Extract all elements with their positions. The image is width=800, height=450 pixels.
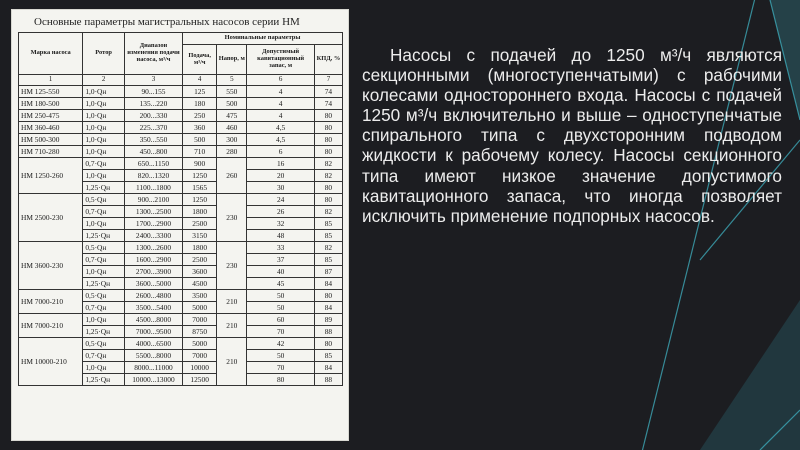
cell-range: 1100...1800	[124, 182, 182, 194]
cell-rotor: 1,25·Qн	[83, 278, 125, 290]
cell-eff: 82	[314, 158, 342, 170]
cell-npsh: 20	[247, 170, 314, 182]
cell-npsh: 6	[247, 146, 314, 158]
cell-flow: 10000	[183, 362, 217, 374]
cell-mark: НМ 1250-260	[19, 158, 83, 194]
cell-range: 1300...2500	[124, 206, 182, 218]
cell-rotor: 0,7·Qн	[83, 158, 125, 170]
cell-eff: 88	[314, 374, 342, 386]
cell-rotor: 1,0·Qн	[83, 122, 125, 134]
header-flow: Подача, м³/ч	[183, 45, 217, 75]
cell-eff: 82	[314, 170, 342, 182]
cell-eff: 80	[314, 122, 342, 134]
cell-eff: 88	[314, 326, 342, 338]
table-title: Основные параметры магистральных насосов серии НМ	[34, 16, 300, 28]
cell-rotor: 1,0·Qн	[83, 218, 125, 230]
cell-rotor: 0,7·Qн	[83, 254, 125, 266]
cell-flow: 5000	[183, 338, 217, 350]
cell-flow: 3150	[183, 230, 217, 242]
column-number: 2	[83, 75, 125, 86]
cell-npsh: 70	[247, 326, 314, 338]
cell-eff: 80	[314, 146, 342, 158]
header-eff: КПД, %	[314, 45, 342, 75]
cell-flow: 2500	[183, 218, 217, 230]
cell-range: 8000...11000	[124, 362, 182, 374]
header-range: Диапазон изменения подачи насоса, м³/ч	[124, 33, 182, 75]
cell-eff: 85	[314, 230, 342, 242]
cell-range: 350...550	[124, 134, 182, 146]
cell-mark: НМ 2500-230	[19, 194, 83, 242]
cell-range: 900...2100	[124, 194, 182, 206]
table-row	[19, 290, 343, 302]
cell-range: 450...800	[124, 146, 182, 158]
cell-head: 550	[217, 86, 247, 98]
cell-npsh: 50	[247, 290, 314, 302]
cell-eff: 80	[314, 338, 342, 350]
cell-range: 225...370	[124, 122, 182, 134]
cell-rotor: 1,0·Qн	[83, 86, 125, 98]
table-row	[19, 122, 343, 134]
header-npsh: Допустимый кавитационный запас, м	[247, 45, 314, 75]
column-number: 1	[19, 75, 83, 86]
cell-npsh: 32	[247, 218, 314, 230]
pump-parameters-table	[18, 32, 343, 386]
cell-head: 300	[217, 134, 247, 146]
cell-eff: 74	[314, 86, 342, 98]
cell-flow: 12500	[183, 374, 217, 386]
cell-mark: НМ 500-300	[19, 134, 83, 146]
cell-npsh: 40	[247, 266, 314, 278]
cell-eff: 74	[314, 98, 342, 110]
cell-eff: 82	[314, 206, 342, 218]
cell-range: 1300...2600	[124, 242, 182, 254]
cell-npsh: 48	[247, 230, 314, 242]
cell-flow: 4500	[183, 278, 217, 290]
cell-head: 210	[217, 314, 247, 338]
cell-head: 500	[217, 98, 247, 110]
cell-npsh: 60	[247, 314, 314, 326]
cell-npsh: 24	[247, 194, 314, 206]
cell-eff: 82	[314, 242, 342, 254]
cell-rotor: 0,5·Qн	[83, 290, 125, 302]
cell-npsh: 4,5	[247, 122, 314, 134]
cell-rotor: 0,7·Qн	[83, 302, 125, 314]
cell-npsh: 50	[247, 350, 314, 362]
cell-npsh: 50	[247, 302, 314, 314]
cell-rotor: 1,0·Qн	[83, 98, 125, 110]
cell-eff: 84	[314, 278, 342, 290]
cell-flow: 3500	[183, 290, 217, 302]
cell-mark: НМ 360-460	[19, 122, 83, 134]
cell-flow: 1250	[183, 170, 217, 182]
cell-range: 135...220	[124, 98, 182, 110]
cell-head: 230	[217, 194, 247, 242]
cell-range: 820...1320	[124, 170, 182, 182]
cell-head: 210	[217, 338, 247, 386]
cell-npsh: 45	[247, 278, 314, 290]
cell-mark: НМ 7000-210	[19, 290, 83, 314]
cell-range: 7000...9500	[124, 326, 182, 338]
cell-range: 1600...2900	[124, 254, 182, 266]
cell-head: 230	[217, 242, 247, 290]
cell-flow: 500	[183, 134, 217, 146]
cell-npsh: 4	[247, 110, 314, 122]
table-panel	[12, 10, 348, 440]
cell-rotor: 1,25·Qн	[83, 182, 125, 194]
cell-npsh: 33	[247, 242, 314, 254]
table-row	[19, 86, 343, 98]
cell-mark: НМ 7000-210	[19, 314, 83, 338]
cell-range: 2700...3900	[124, 266, 182, 278]
cell-range: 10000...13000	[124, 374, 182, 386]
cell-rotor: 0,7·Qн	[83, 350, 125, 362]
cell-mark: НМ 710-280	[19, 146, 83, 158]
cell-range: 4500...8000	[124, 314, 182, 326]
cell-flow: 1250	[183, 194, 217, 206]
cell-rotor: 0,5·Qн	[83, 242, 125, 254]
cell-range: 200...330	[124, 110, 182, 122]
cell-head: 260	[217, 158, 247, 194]
cell-rotor: 1,25·Qн	[83, 374, 125, 386]
cell-eff: 80	[314, 110, 342, 122]
column-number: 4	[183, 75, 217, 86]
cell-flow: 250	[183, 110, 217, 122]
cell-eff: 80	[314, 134, 342, 146]
cell-flow: 5000	[183, 302, 217, 314]
cell-flow: 8750	[183, 326, 217, 338]
cell-flow: 7000	[183, 350, 217, 362]
cell-rotor: 1,25·Qн	[83, 326, 125, 338]
header-nominal: Номинальные параметры	[183, 33, 343, 45]
cell-flow: 1800	[183, 242, 217, 254]
cell-eff: 80	[314, 194, 342, 206]
cell-rotor: 1,0·Qн	[83, 134, 125, 146]
cell-range: 4000...6500	[124, 338, 182, 350]
cell-npsh: 4	[247, 86, 314, 98]
column-number-row	[19, 75, 343, 86]
cell-range: 90...155	[124, 86, 182, 98]
cell-flow: 710	[183, 146, 217, 158]
cell-range: 2400...3300	[124, 230, 182, 242]
cell-range: 3600...5000	[124, 278, 182, 290]
cell-range: 1700...2900	[124, 218, 182, 230]
cell-rotor: 1,0·Qн	[83, 266, 125, 278]
cell-npsh: 37	[247, 254, 314, 266]
header-mark: Марка насоса	[19, 33, 83, 75]
cell-head: 280	[217, 146, 247, 158]
table-row	[19, 158, 343, 170]
cell-eff: 85	[314, 218, 342, 230]
cell-range: 5500...8000	[124, 350, 182, 362]
cell-mark: НМ 180-500	[19, 98, 83, 110]
cell-range: 3500...5400	[124, 302, 182, 314]
cell-rotor: 1,0·Qн	[83, 110, 125, 122]
cell-mark: НМ 125-550	[19, 86, 83, 98]
cell-flow: 3600	[183, 266, 217, 278]
column-number: 6	[247, 75, 314, 86]
cell-flow: 1565	[183, 182, 217, 194]
cell-flow: 2500	[183, 254, 217, 266]
cell-eff: 85	[314, 254, 342, 266]
cell-eff: 85	[314, 350, 342, 362]
cell-flow: 900	[183, 158, 217, 170]
cell-npsh: 4,5	[247, 134, 314, 146]
header-head: Напор, м	[217, 45, 247, 75]
table-row	[19, 98, 343, 110]
table-row	[19, 194, 343, 206]
cell-range: 2600...4800	[124, 290, 182, 302]
cell-mark: НМ 3600-230	[19, 242, 83, 290]
cell-eff: 84	[314, 302, 342, 314]
cell-rotor: 1,0·Qн	[83, 362, 125, 374]
cell-eff: 84	[314, 362, 342, 374]
table-row	[19, 314, 343, 326]
cell-mark: НМ 10000-210	[19, 338, 83, 386]
cell-rotor: 1,25·Qн	[83, 230, 125, 242]
cell-rotor: 0,5·Qн	[83, 194, 125, 206]
cell-flow: 360	[183, 122, 217, 134]
column-number: 7	[314, 75, 342, 86]
table-row	[19, 338, 343, 350]
table-row	[19, 134, 343, 146]
cell-eff: 87	[314, 266, 342, 278]
cell-npsh: 80	[247, 374, 314, 386]
cell-rotor: 0,7·Qн	[83, 206, 125, 218]
cell-eff: 89	[314, 314, 342, 326]
cell-mark: НМ 250-475	[19, 110, 83, 122]
header-rotor: Ротор	[83, 33, 125, 75]
cell-range: 650...1150	[124, 158, 182, 170]
cell-flow: 1800	[183, 206, 217, 218]
cell-rotor: 1,0·Qн	[83, 170, 125, 182]
cell-npsh: 42	[247, 338, 314, 350]
cell-head: 460	[217, 122, 247, 134]
cell-flow: 125	[183, 86, 217, 98]
cell-rotor: 0,5·Qн	[83, 338, 125, 350]
cell-eff: 80	[314, 290, 342, 302]
table-row	[19, 242, 343, 254]
table-row	[19, 110, 343, 122]
cell-npsh: 70	[247, 362, 314, 374]
body-paragraph: Насосы с подачей до 1250 м³/ч являются секционными (многоступенчатыми) с рабочими колесами одностороннего входа. Насосы с подачей 1250 м³/ч включительно и выше – одноступенчатые спирального типа с двухсторонним подводом жидкости к рабочему колесу. Насосы секционного типа имеют низкое значение допустимого кавитационного запаса, что иногда позволяет исключить применение подпорных насосов.	[362, 45, 782, 226]
cell-eff: 80	[314, 182, 342, 194]
column-number: 5	[217, 75, 247, 86]
cell-npsh: 30	[247, 182, 314, 194]
cell-npsh: 4	[247, 98, 314, 110]
cell-rotor: 1,0·Qн	[83, 146, 125, 158]
cell-head: 475	[217, 110, 247, 122]
body-text	[362, 45, 782, 226]
cell-head: 210	[217, 290, 247, 314]
cell-rotor: 1,0·Qн	[83, 314, 125, 326]
table-body	[19, 86, 343, 386]
cell-flow: 7000	[183, 314, 217, 326]
cell-npsh: 16	[247, 158, 314, 170]
cell-flow: 180	[183, 98, 217, 110]
column-number: 3	[124, 75, 182, 86]
table-row	[19, 146, 343, 158]
cell-npsh: 26	[247, 206, 314, 218]
